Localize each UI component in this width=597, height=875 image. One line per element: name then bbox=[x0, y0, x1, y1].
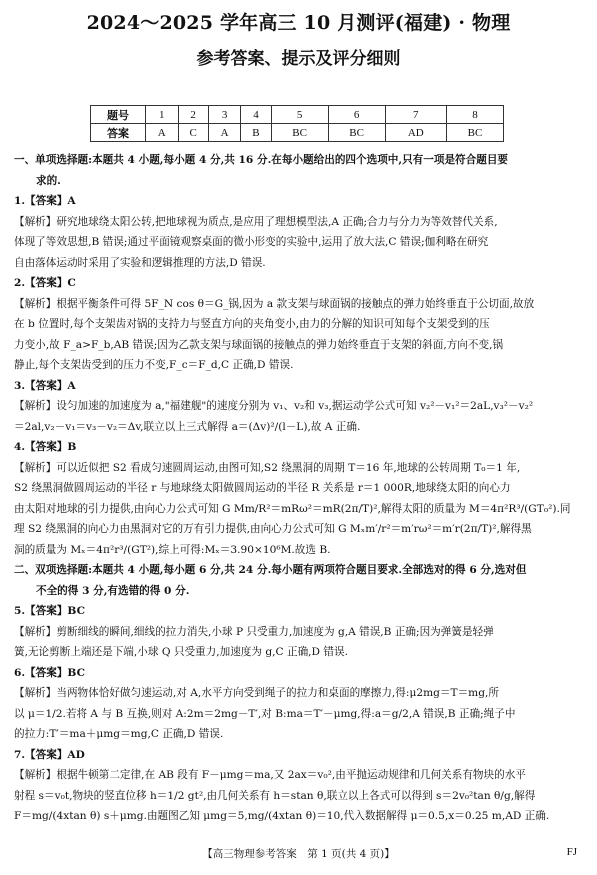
explanation-line: 的拉力:T′＝ma＋μmg＝mg,C 正确,D 错误. bbox=[14, 728, 224, 740]
explanation-line: 【解析】可以近似把 S2 看成匀速圆周运动,由图可知,S2 绕黑洞的周期 T＝16 年,地球的公转周期 T₀＝1 年, bbox=[14, 461, 521, 474]
explanation-line: F＝mg/(4xtan θ) s＋μmg.由题图乙知 μmg＝5,mg/(4xtan θ)＝10,代入数据解得 μ＝0.5,x＝0.25 m,AD 正确. bbox=[14, 810, 550, 822]
explanation-line: 【解析】根据牛顿第二定律,在 AB 段有 F－μmg＝ma,又 2ax＝v₀²,由平抛运动规律和几何关系有物块的水平 bbox=[14, 769, 526, 781]
region-code: FJ bbox=[566, 846, 577, 858]
answer-table bbox=[90, 105, 504, 142]
page-footer: 【高三物理参考答案 第 1 页(共 4 页)】 bbox=[202, 848, 395, 860]
answer-body bbox=[14, 150, 580, 827]
explanation-line: 【解析】剪断细线的瞬间,细线的拉力消失,小球 P 只受重力,加速度为 g,A 错误,B 正确;因为弹簧是轻弹 bbox=[14, 625, 494, 638]
explanation-line: 力变小,故 F_a>F_b,AB 错误;因为乙款支架与球面锅的接触点的弹力始终垂直于支架的斜面,方向不变,锅 bbox=[14, 338, 504, 351]
explanation-line: 以 μ＝1/2.若将 A 与 B 互换,则对 A:2m＝2mg－T′,对 B:ma＝T′－μmg,得:a＝g/2,A 错误,B 正确;绳子中 bbox=[14, 707, 516, 720]
answer-table-answer: AD bbox=[385, 124, 446, 142]
explanation-line: 【解析】当两物体恰好做匀速运动,对 A,水平方向受到绳子的拉力和桌面的摩擦力,得:μ2mg＝T＝mg,所 bbox=[14, 687, 499, 699]
answer-table-number: 5 bbox=[271, 106, 328, 124]
section-heading: 求的. bbox=[36, 174, 61, 187]
section-heading: 一、单项选择题:本题共 4 小题,每小题 4 分,共 16 分.在每小题给出的四个选项中,只有一项是符合题目要 bbox=[14, 154, 509, 166]
explanation-line: 簧,无论剪断上端还是下端,小球 Q 只受重力,加速度为 g,C 正确,D 错误. bbox=[14, 646, 348, 658]
explanation-line: 【解析】研究地球绕太阳公转,把地球视为质点,是应用了理想模型法,A 正确;合力与分力为等效替代关系, bbox=[14, 215, 498, 228]
answer-table-number: 2 bbox=[178, 106, 208, 124]
explanation-line: 自由落体运动时采用了实验和逻辑推理的方法,D 错误. bbox=[14, 256, 266, 269]
answer-heading: 5.【答案】BC bbox=[14, 605, 86, 617]
answer-table-answer: BC bbox=[446, 124, 503, 142]
explanation-line: 【解析】设匀加速的加速度为 a,"福建舰"的速度分别为 v₁、v₂和 v₃,据运动学公式可知 v₂²－v₁²＝2aL,v₃²－v₂² bbox=[14, 400, 534, 412]
answer-table-answer: BC bbox=[271, 124, 328, 142]
answer-table-answer: BC bbox=[328, 124, 385, 142]
answer-table-answer: A bbox=[208, 124, 241, 142]
answer-heading: 4.【答案】B bbox=[14, 441, 77, 453]
answer-table-answer: A bbox=[146, 124, 179, 142]
explanation-line: S2 绕黑洞做圆周运动的半径 r 与地球绕太阳做圆周运动的半径 R 关系是 r＝1 000R,地球绕太阳的向心力 bbox=[14, 482, 511, 494]
page-title: 2024～2025 学年高三 10 月测评(福建) · 物理 bbox=[86, 12, 511, 34]
explanation-line: ＝2al,v₂－v₁＝v₃－v₂＝Δv,联立以上三式解得 a＝(Δv)²/(l－L),故 A 正确. bbox=[14, 420, 361, 433]
answer-table-answer-row bbox=[91, 124, 504, 142]
answer-table-row2-label: 答案 bbox=[91, 124, 146, 142]
explanation-line: 洞的质量为 Mₓ＝4π²r³/(GT²),综上可得:Mₓ＝3.90×10⁶M.故选 B. bbox=[14, 543, 331, 556]
answer-heading: 1.【答案】A bbox=[14, 195, 76, 207]
answer-heading: 3.【答案】A bbox=[14, 379, 76, 392]
answer-table-row1-label: 题号 bbox=[91, 106, 146, 124]
explanation-line: 【解析】根据平衡条件可得 5F_N cos θ＝G_锅,因为 a 款支架与球面锅的接触点的弹力始终垂直于公切面,故放 bbox=[14, 297, 535, 310]
explanation-line: 在 b 位置时,每个支架齿对锅的支持力与竖直方向的夹角变小,由力的分解的知识可知每个支架受到的压 bbox=[14, 318, 490, 330]
answer-heading: 2.【答案】C bbox=[14, 277, 76, 289]
section-heading: 不全的得 3 分,有选错的得 0 分. bbox=[36, 584, 190, 597]
answer-table-number: 8 bbox=[446, 106, 503, 124]
explanation-line: 理 S2 绕黑洞的向心力由黑洞对它的万有引力提供,由向心力公式可知 G Mₓm′/r²＝m′rω²＝m′r(2π/T)²,解得黑 bbox=[14, 523, 532, 535]
answer-table-answer: C bbox=[178, 124, 208, 142]
answer-table-number: 6 bbox=[328, 106, 385, 124]
answer-heading: 6.【答案】BC bbox=[14, 666, 86, 679]
answer-table-number: 7 bbox=[385, 106, 446, 124]
explanation-line: 体现了等效思想,B 错误;通过平面镜观察桌面的微小形变的实验中,运用了放大法,C 错误;伽利略在研究 bbox=[14, 236, 489, 248]
answer-table-number: 4 bbox=[241, 106, 271, 124]
answer-table-number: 3 bbox=[208, 106, 241, 124]
answer-table-number-row bbox=[91, 106, 504, 124]
explanation-line: 射程 s＝v₀t,物块的竖直位移 h＝1/2 gt²,由几何关系有 h＝stan θ,联立以上各式可以得到 s＝2v₀²tan θ/g,解得 bbox=[14, 789, 536, 802]
section-heading: 二、双项选择题:本题共 4 小题,每小题 6 分,共 24 分.每小题有两项符合题目要求.全部选对的得 6 分,选对但 bbox=[14, 564, 527, 576]
explanation-line: 静止,每个支架齿受到的压力不变,F_c＝F_d,C 正确,D 错误. bbox=[14, 359, 294, 371]
answer-table-number: 1 bbox=[146, 106, 179, 124]
explanation-line: 由太阳对地球的引力提供,由向心力公式可知 G Mm/R²＝mRω²＝mR(2π/T)²,解得太阳的质量为 M＝4π²R³/(GT₀²).同 bbox=[14, 502, 571, 515]
answer-heading: 7.【答案】AD bbox=[14, 748, 85, 761]
page-subtitle: 参考答案、提示及评分细则 bbox=[196, 49, 401, 69]
answer-table-answer: B bbox=[241, 124, 271, 142]
